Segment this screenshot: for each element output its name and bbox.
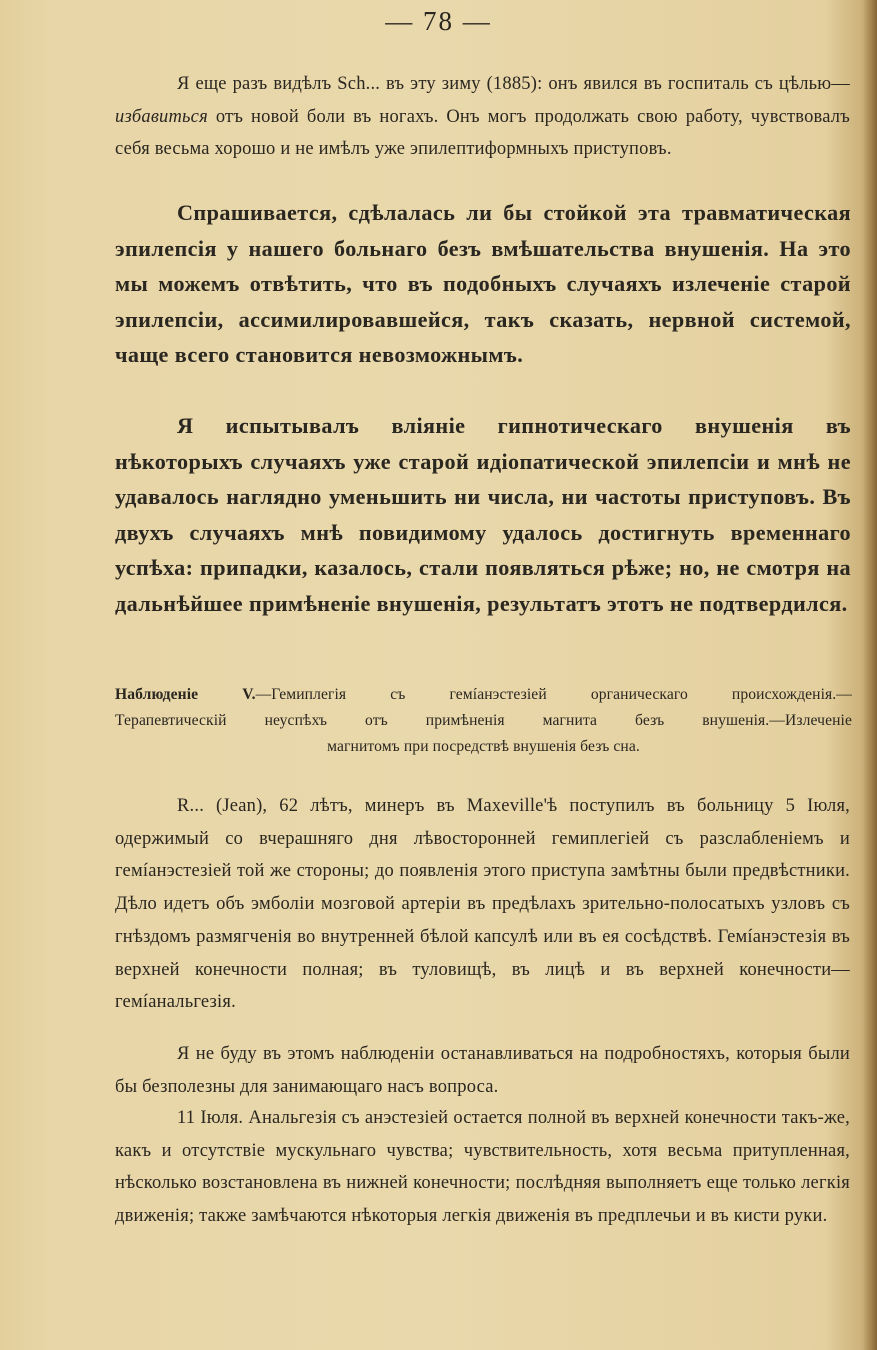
page-number: — 78 — [385,6,492,36]
observation-heading-line-2: Терапевтическій неуспѣхъ отъ примѣненія магнита безъ внушенія.—Излеченіе [115,712,852,729]
paragraph-no-details: Я не буду въ этомъ наблюденіи останавливаться на подробностяхъ, которыя были бы безполезны для занимающаго насъ вопроса. [115,1044,850,1097]
observation-heading-line-1 [115,682,852,708]
paragraph-hypnotic-suggestion: Я испытывалъ вліяніе гипнотическаго внушенія въ нѣкоторыхъ случаяхъ уже старой идіопатической эпилепсіи и мнѣ не удавалось наглядно уменьшить ни числа, ни частоты приступовъ. Въ двухъ случаяхъ мнѣ повидимому удалось достигнуть временнаго успѣха: припадки, казалось, стали появляться рѣже; но, не смотря на дальнѣйшее примѣненіе внушенія, результатъ этотъ не подтвердился. [115,413,851,616]
paragraph-text: отъ новой боли въ ногахъ. Онъ могъ продолжать свою работу, чувствовалъ себя весьма хорошо и не имѣлъ уже эпилептиформныхъ приступовъ. [115,106,850,160]
observation-heading-line-3: магнитомъ при посредствѣ внушенія безъ сна. [327,738,640,755]
page-edge-shadow [863,0,877,1350]
paragraph-sch-visit [115,68,850,166]
paragraph-july-11: 11 Іюля. Анальгезія съ анэстезіей остается полной въ верхней конечности такъ-же, какъ и отсутствіе мускульнаго чувства; чувствительность, хотя весьма притупленная, нѣсколько возстановлена въ нижней конечности; послѣдняя выполняетъ еще только легкія движенія; также замѣчаются нѣкоторыя легкія движенія въ предплечьи и въ кисти руки. [115,1108,850,1227]
paragraph-question: Спрашивается, сдѣлалась ли бы стойкой эта травматическая эпилепсія у нашего больнаго безъ вмѣшательства внушенія. На это мы можемъ отвѣтить, что въ подобныхъ случаяхъ излеченіе старой эпилепсіи, ассимилировавшейся, такъ сказать, нервной системой, чаще всего становится невозможнымъ. [115,200,851,367]
paragraph-patient-case: R... (Jean), 62 лѣтъ, минеръ въ Maxeville'ѣ поступилъ въ больницу 5 Іюля, одержимый со вчерашняго дня лѣвосторонней гемиплегіей съ разслабленіемъ и гемíанэстезіей той же стороны; до появленія этого приступа замѣтны были предвѣстники. Дѣло идетъ объ эмболіи мозговой артеріи въ предѣлахъ зрительно-полосатыхъ узловъ съ гнѣздомъ размягченія во внутренней бѣлой капсулѣ или въ ея сосѣдствѣ. Гемíанэстезія въ верхней конечности полная; въ туловищѣ, въ лицѣ и въ верхней конечности—гемíанальгезія. [115,796,850,1013]
observation-title-part: —Гемиплегія съ гемíанэстезіей органическаго происхожденія.— [255,686,852,703]
paragraph-text: Я еще разъ видѣлъ Sch... въ эту зиму (1885): онъ явился въ госпиталь съ цѣлью— [177,74,850,94]
emphasized-word: избавиться [115,106,208,127]
observation-label: Наблюденіе V. [115,686,256,703]
observation-heading [115,682,852,760]
